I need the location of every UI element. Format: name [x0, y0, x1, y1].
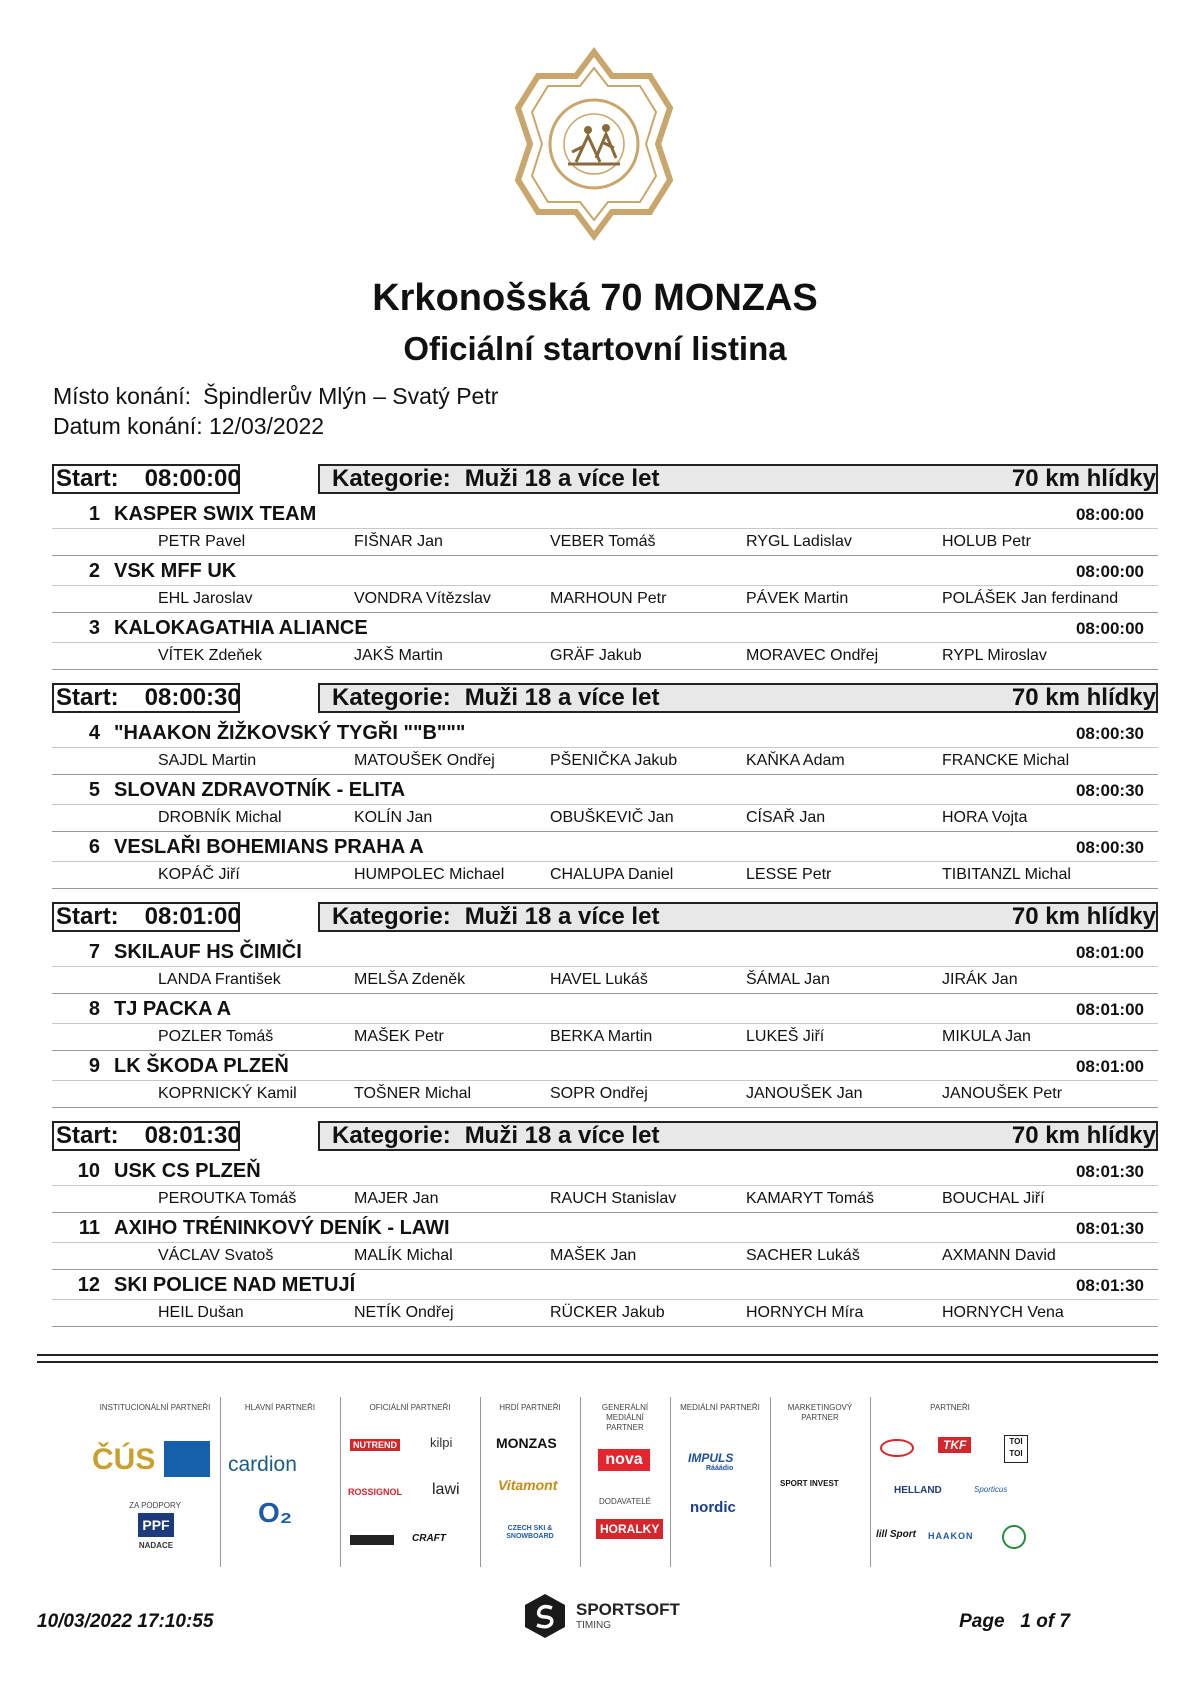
team-entry [52, 777, 1158, 832]
date-value: 12/03/2022 [208, 413, 325, 439]
sponsor-footer [90, 1397, 1120, 1567]
category-label: Kategorie: [332, 684, 451, 711]
member-name: MAŠEK Petr [354, 1028, 444, 1045]
support-heading: ZA PODPORY [129, 1501, 181, 1510]
team-members [52, 747, 1158, 774]
distance: 70 km hlídky [1011, 465, 1156, 492]
partner-logo [880, 1439, 914, 1457]
sport-invest-logo: SPORT INVEST [780, 1479, 839, 1488]
member-name: JAKŠ Martin [354, 647, 443, 664]
start-time: 08:00:00 [144, 465, 241, 492]
team-start-time: 08:00:00 [1075, 618, 1144, 638]
member-name: MAJER Jan [354, 1190, 439, 1207]
helland-logo: HELLAND [894, 1485, 942, 1496]
distance: 70 km hlídky [1011, 1122, 1156, 1149]
team-start-time: 08:01:30 [1075, 1218, 1144, 1238]
member-name: KAŇKA Adam [746, 752, 845, 769]
team-number: 6 [88, 836, 100, 858]
team-name: LK ŠKODA PLZEŇ [114, 1055, 289, 1077]
member-name: KOPÁČ Jiří [158, 866, 240, 883]
team-entry [52, 1215, 1158, 1270]
date-line [53, 413, 324, 440]
start-box [52, 1121, 240, 1151]
group-header [52, 1120, 1158, 1152]
category-label: Kategorie: [332, 1122, 451, 1149]
impuls-subtitle: Rááádio [706, 1465, 734, 1472]
member-name: VÁCLAV Svatoš [158, 1247, 274, 1264]
sportsoft-logo [522, 1592, 682, 1642]
group-header [52, 682, 1158, 714]
team-members [52, 966, 1158, 993]
team-start-time: 08:01:30 [1075, 1161, 1144, 1181]
team-line [52, 1215, 1158, 1242]
category-box [318, 683, 1158, 713]
team-start-time: 08:01:30 [1075, 1275, 1144, 1295]
date-label: Datum konání: [53, 413, 203, 439]
lill-sport-logo: lill Sport [876, 1529, 916, 1540]
member-name: CHALUPA Daniel [550, 866, 674, 883]
member-name: BOUCHAL Jiří [942, 1190, 1045, 1207]
start-group [52, 901, 1158, 1108]
start-label: Start: [56, 1122, 119, 1149]
craft-logo: CRAFT [412, 1533, 446, 1544]
member-name: LUKEŠ Jiří [746, 1028, 825, 1045]
krajsky-logo [164, 1441, 210, 1477]
sponsor-logo [350, 1535, 394, 1545]
sponsor-heading: OFICIÁLNÍ PARTNEŘI [369, 1403, 451, 1412]
distance: 70 km hlídky [1011, 903, 1156, 930]
group-header [52, 463, 1158, 495]
team-entry [52, 996, 1158, 1051]
member-name: EHL Jaroslav [158, 590, 253, 607]
nova-logo: nova [598, 1449, 650, 1471]
czech-ski-logo: CZECH SKI & SNOWBOARD [506, 1525, 554, 1540]
team-name: KASPER SWIX TEAM [114, 503, 317, 525]
team-start-time: 08:00:30 [1075, 723, 1144, 743]
team-entry [52, 501, 1158, 556]
page-number: 1 of 7 [1020, 1611, 1070, 1632]
partner-logo [1002, 1525, 1026, 1549]
team-line [52, 834, 1158, 861]
category-value: Muži 18 a více let [464, 465, 660, 492]
member-name: TIBITANZL Michal [942, 866, 1071, 883]
sponsor-heading: GENERÁLNÍ MEDIÁLNÍ PARTNER [601, 1403, 649, 1432]
media-partners [670, 1397, 771, 1567]
venue-line [53, 383, 498, 410]
team-start-time: 08:01:00 [1075, 1056, 1144, 1076]
team-name: "HAAKON ŽIŽKOVSKÝ TYGŘI ""B""" [114, 722, 466, 744]
member-name: PETR Pavel [158, 533, 246, 550]
cardion-logo: cardion [228, 1453, 297, 1476]
member-name: HEIL Dušan [158, 1304, 244, 1321]
start-label: Start: [56, 903, 119, 930]
start-list [52, 463, 1158, 1339]
marketing-partner [770, 1397, 871, 1567]
member-name: POZLER Tomáš [158, 1028, 274, 1045]
horalky-logo: HORALKY [596, 1519, 663, 1539]
group-header [52, 901, 1158, 933]
team-name: USK CS PLZEŇ [114, 1160, 261, 1182]
member-name: HUMPOLEC Michael [354, 866, 505, 883]
team-line [52, 615, 1158, 642]
member-name: PÁVEK Martin [746, 590, 849, 607]
team-number: 2 [88, 560, 100, 582]
sponsor-heading: HRDÍ PARTNEŘI [499, 1403, 561, 1412]
member-name: SOPR Ondřej [550, 1085, 648, 1102]
category-value: Muži 18 a více let [464, 903, 660, 930]
main-partners [220, 1397, 341, 1567]
team-line [52, 777, 1158, 804]
page-indicator [959, 1611, 1070, 1633]
page-title: Krkonošská 70 MONZAS [372, 277, 818, 319]
start-box [52, 683, 240, 713]
haakon-logo: HAAKON [928, 1531, 974, 1541]
member-name: VEBER Tomáš [550, 533, 656, 550]
sponsor-heading: HLAVNÍ PARTNEŘI [244, 1403, 316, 1412]
team-members [52, 861, 1158, 888]
nutrend-logo: NUTREND [350, 1439, 400, 1451]
sportsoft-icon [522, 1592, 568, 1640]
member-name: MIKULA Jan [942, 1028, 1031, 1045]
team-number: 8 [88, 998, 100, 1020]
team-line [52, 501, 1158, 528]
category-value: Muži 18 a více let [464, 1122, 660, 1149]
category-value: Muži 18 a více let [464, 684, 660, 711]
team-members [52, 1185, 1158, 1212]
team-name: VESLAŘI BOHEMIANS PRAHA A [114, 836, 424, 858]
team-members [52, 642, 1158, 669]
member-name: ŠÁMAL Jan [746, 971, 830, 988]
team-name: SLOVAN ZDRAVOTNÍK - ELITA [114, 779, 406, 801]
category-label: Kategorie: [332, 903, 451, 930]
member-name: MAŠEK Jan [550, 1247, 637, 1264]
nadace-label: NADACE [138, 1541, 174, 1550]
start-time: 08:01:00 [144, 903, 241, 930]
sponsor-heading: MARKETINGOVÝ PARTNER [787, 1403, 853, 1422]
member-name: JANOUŠEK Petr [942, 1085, 1063, 1102]
print-timestamp: 10/03/2022 17:10:55 [37, 1611, 214, 1632]
member-name: MORAVEC Ondřej [746, 647, 879, 664]
member-name: LESSE Petr [746, 866, 832, 883]
member-name: TOŠNER Michal [354, 1085, 472, 1102]
member-name: JANOUŠEK Jan [746, 1085, 863, 1102]
start-time: 08:01:30 [144, 1122, 241, 1149]
sporticus-logo: Sporticus [974, 1485, 1008, 1494]
monzas-logo: MONZAS [496, 1435, 557, 1451]
team-line [52, 939, 1158, 966]
proud-partners [480, 1397, 581, 1567]
member-name: PEROUTKA Tomáš [158, 1190, 297, 1207]
team-number: 11 [78, 1217, 100, 1239]
member-name: HORA Vojta [942, 809, 1028, 826]
o2-logo: O₂ [258, 1497, 293, 1528]
category-box [318, 1121, 1158, 1151]
sponsor-heading: MEDIÁLNÍ PARTNEŘI [680, 1403, 760, 1412]
member-name: MATOUŠEK Ondřej [354, 752, 495, 769]
member-name: HOLUB Petr [942, 533, 1031, 550]
page-label: Page [959, 1611, 1005, 1632]
team-members [52, 1242, 1158, 1269]
team-members [52, 1023, 1158, 1050]
impuls-logo: IMPULS [688, 1451, 734, 1465]
member-name: JIRÁK Jan [942, 971, 1018, 988]
page-subtitle: Oficiální startovní listina [403, 330, 787, 367]
start-group [52, 463, 1158, 670]
team-number: 12 [77, 1274, 100, 1296]
team-name: AXIHO TRÉNINKOVÝ DENÍK - LAWI [114, 1217, 450, 1239]
member-name: FRANCKE Michal [942, 752, 1070, 769]
team-entry [52, 939, 1158, 994]
team-name: KALOKAGATHIA ALIANCE [114, 617, 368, 639]
member-name: PŠENIČKA Jakub [550, 752, 678, 769]
general-media-partner [580, 1397, 671, 1567]
team-start-time: 08:01:00 [1075, 999, 1144, 1019]
member-name: KAMARYT Tomáš [746, 1190, 875, 1207]
tkf-logo: TKF [938, 1437, 971, 1453]
team-entry [52, 1053, 1158, 1108]
member-name: RYPL Miroslav [942, 647, 1047, 664]
team-entry [52, 1158, 1158, 1213]
team-number: 7 [88, 941, 100, 963]
team-members [52, 528, 1158, 555]
sportsoft-name: SPORTSOFT [576, 1600, 680, 1619]
toitoi-logo: TOI TOI [1004, 1435, 1028, 1463]
member-name: HORNYCH Vena [942, 1304, 1064, 1321]
team-entry [52, 558, 1158, 613]
venue-label: Místo konání: [53, 383, 192, 409]
team-entry [52, 1272, 1158, 1327]
member-name: FIŠNAR Jan [354, 533, 443, 550]
member-name: RYGL Ladislav [746, 533, 852, 550]
team-entry [52, 615, 1158, 670]
member-name: NETÍK Ondřej [354, 1304, 454, 1321]
team-name: TJ PACKA A [114, 998, 232, 1020]
team-name: VSK MFF UK [114, 560, 237, 582]
team-line [52, 1053, 1158, 1080]
kilpi-logo: kilpi [430, 1435, 453, 1450]
member-name: GRÄF Jakub [550, 647, 642, 664]
sponsor-heading: INSTITUCIONÁLNÍ PARTNEŘI [99, 1403, 211, 1412]
team-line [52, 996, 1158, 1023]
member-name: MALÍK Michal [354, 1247, 453, 1264]
start-box [52, 464, 240, 494]
team-line [52, 1272, 1158, 1299]
team-entry [52, 834, 1158, 889]
member-name: HORNYCH Míra [746, 1304, 864, 1321]
member-name: VÍTEK Zdeňek [158, 647, 263, 664]
team-line [52, 558, 1158, 585]
member-name: RÜCKER Jakub [550, 1304, 665, 1321]
sportsoft-timing: TIMING [576, 1620, 611, 1631]
member-name: MARHOUN Petr [550, 590, 667, 607]
start-label: Start: [56, 684, 119, 711]
team-start-time: 08:00:30 [1075, 780, 1144, 800]
team-number: 3 [88, 617, 100, 639]
member-name: KOLÍN Jan [354, 809, 433, 826]
start-label: Start: [56, 465, 119, 492]
start-group [52, 1120, 1158, 1327]
team-number: 5 [88, 779, 100, 801]
event-logo [510, 46, 678, 242]
olympic-logo: ČÚS [92, 1443, 156, 1476]
start-group [52, 682, 1158, 889]
team-start-time: 08:01:00 [1075, 942, 1144, 962]
team-line [52, 720, 1158, 747]
team-members [52, 1299, 1158, 1326]
member-name: BERKA Martin [550, 1028, 653, 1045]
lawi-logo: lawi [432, 1481, 460, 1498]
team-members [52, 585, 1158, 612]
suppliers-heading: DODAVATELÉ [598, 1497, 651, 1506]
member-name: VONDRA Vítězslav [354, 590, 491, 607]
category-box [318, 902, 1158, 932]
member-name: OBUŠKEVIČ Jan [550, 809, 674, 826]
member-name: CÍSAŘ Jan [746, 809, 826, 826]
official-partners [340, 1397, 481, 1567]
venue-value: Špindlerův Mlýn – Svatý Petr [203, 383, 499, 409]
list-end-divider [37, 1354, 1158, 1363]
team-entry [52, 720, 1158, 775]
member-name: AXMANN David [942, 1247, 1056, 1264]
team-number: 9 [88, 1055, 100, 1077]
team-number: 1 [88, 503, 100, 525]
ppf-logo: PPF [138, 1513, 174, 1537]
rossignol-logo: ROSSIGNOL [348, 1487, 403, 1497]
member-name: KOPRNICKÝ Kamil [158, 1085, 297, 1102]
team-line [52, 1158, 1158, 1185]
team-name: SKI POLICE NAD METUJÍ [114, 1274, 356, 1296]
member-name: SACHER Lukáš [746, 1247, 860, 1264]
nordic-logo: nordic [690, 1499, 736, 1516]
sponsor-heading: PARTNEŘI [930, 1403, 970, 1412]
distance: 70 km hlídky [1011, 684, 1156, 711]
vitamont-logo: Vitamont [498, 1477, 558, 1493]
team-start-time: 08:00:30 [1075, 837, 1144, 857]
start-time: 08:00:30 [144, 684, 241, 711]
member-name: LANDA František [158, 971, 281, 988]
member-name: DROBNÍK Michal [158, 809, 282, 826]
category-label: Kategorie: [332, 465, 451, 492]
start-box [52, 902, 240, 932]
team-members [52, 804, 1158, 831]
team-start-time: 08:00:00 [1075, 504, 1144, 524]
team-name: SKILAUF HS ČIMIČI [114, 941, 302, 963]
team-number: 10 [77, 1160, 100, 1182]
member-name: HAVEL Lukáš [550, 971, 648, 988]
category-box [318, 464, 1158, 494]
member-name: POLÁŠEK Jan ferdinand [942, 590, 1119, 607]
institutional-partners [90, 1397, 221, 1567]
member-name: RAUCH Stanislav [550, 1190, 677, 1207]
member-name: MELŠA Zdeněk [354, 971, 466, 988]
team-members [52, 1080, 1158, 1107]
partners [870, 1397, 1030, 1567]
team-start-time: 08:00:00 [1075, 561, 1144, 581]
member-name: SAJDL Martin [158, 752, 257, 769]
team-number: 4 [88, 722, 100, 744]
